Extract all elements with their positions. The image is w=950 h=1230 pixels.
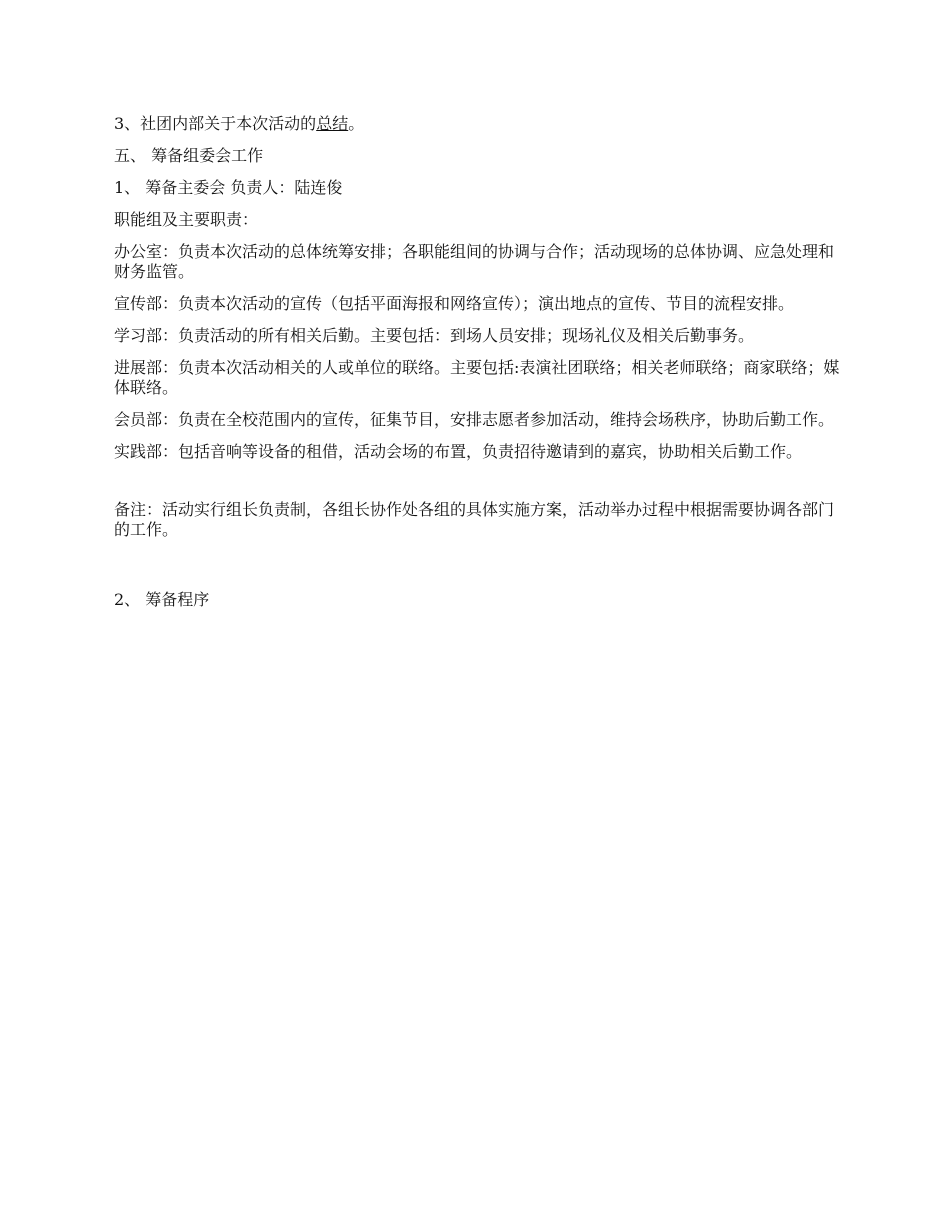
department-office: 办公室：负责本次活动的总体统筹安排；各职能组间的协调与合作；活动现场的总体协调、应急处理和财务监管。 — [114, 242, 835, 281]
spacer — [114, 552, 842, 590]
duties-heading: 职能组及主要职责： — [114, 210, 259, 229]
note-paragraph: 备注：活动实行组长负责制，各组长协作处各组的具体实施方案，活动举办过程中根据需要协调各部门的工作。 — [114, 500, 835, 539]
section-heading: 五、 筹备组委会工作 — [114, 146, 264, 165]
summary-line-prefix: 3、社团内部关于本次活动的 — [114, 114, 317, 133]
summary-line — [114, 114, 842, 134]
department-progress: 进展部：负责本次活动相关的人或单位的联络。主要包括:表演社团联络；相关老师联络；商家联络；媒体联络。 — [114, 358, 840, 397]
department-practice: 实践部：包括音响等设备的租借，活动会场的布置，负责招待邀请到的嘉宾，协助相关后勤工作。 — [114, 442, 803, 461]
department-study: 学习部：负责活动的所有相关后勤。主要包括：到场人员安排；现场礼仪及相关后勤事务。 — [114, 326, 755, 345]
department-membership: 会员部：负责在全校范围内的宣传，征集节目，安排志愿者参加活动，维持会场秩序，协助后勤工作。 — [114, 410, 835, 429]
spacer — [114, 474, 842, 500]
procedure-line: 2、 筹备程序 — [114, 590, 210, 609]
document-body — [114, 114, 842, 622]
summary-line-suffix: 。 — [348, 114, 365, 133]
committee-line: 1、 筹备主委会 负责人：陆连俊 — [114, 178, 343, 197]
summary-underlined-word: 总结 — [316, 114, 349, 133]
department-publicity: 宣传部：负责本次活动的宣传（包括平面海报和网络宣传）；演出地点的宣传、节目的流程安排。 — [114, 294, 795, 313]
